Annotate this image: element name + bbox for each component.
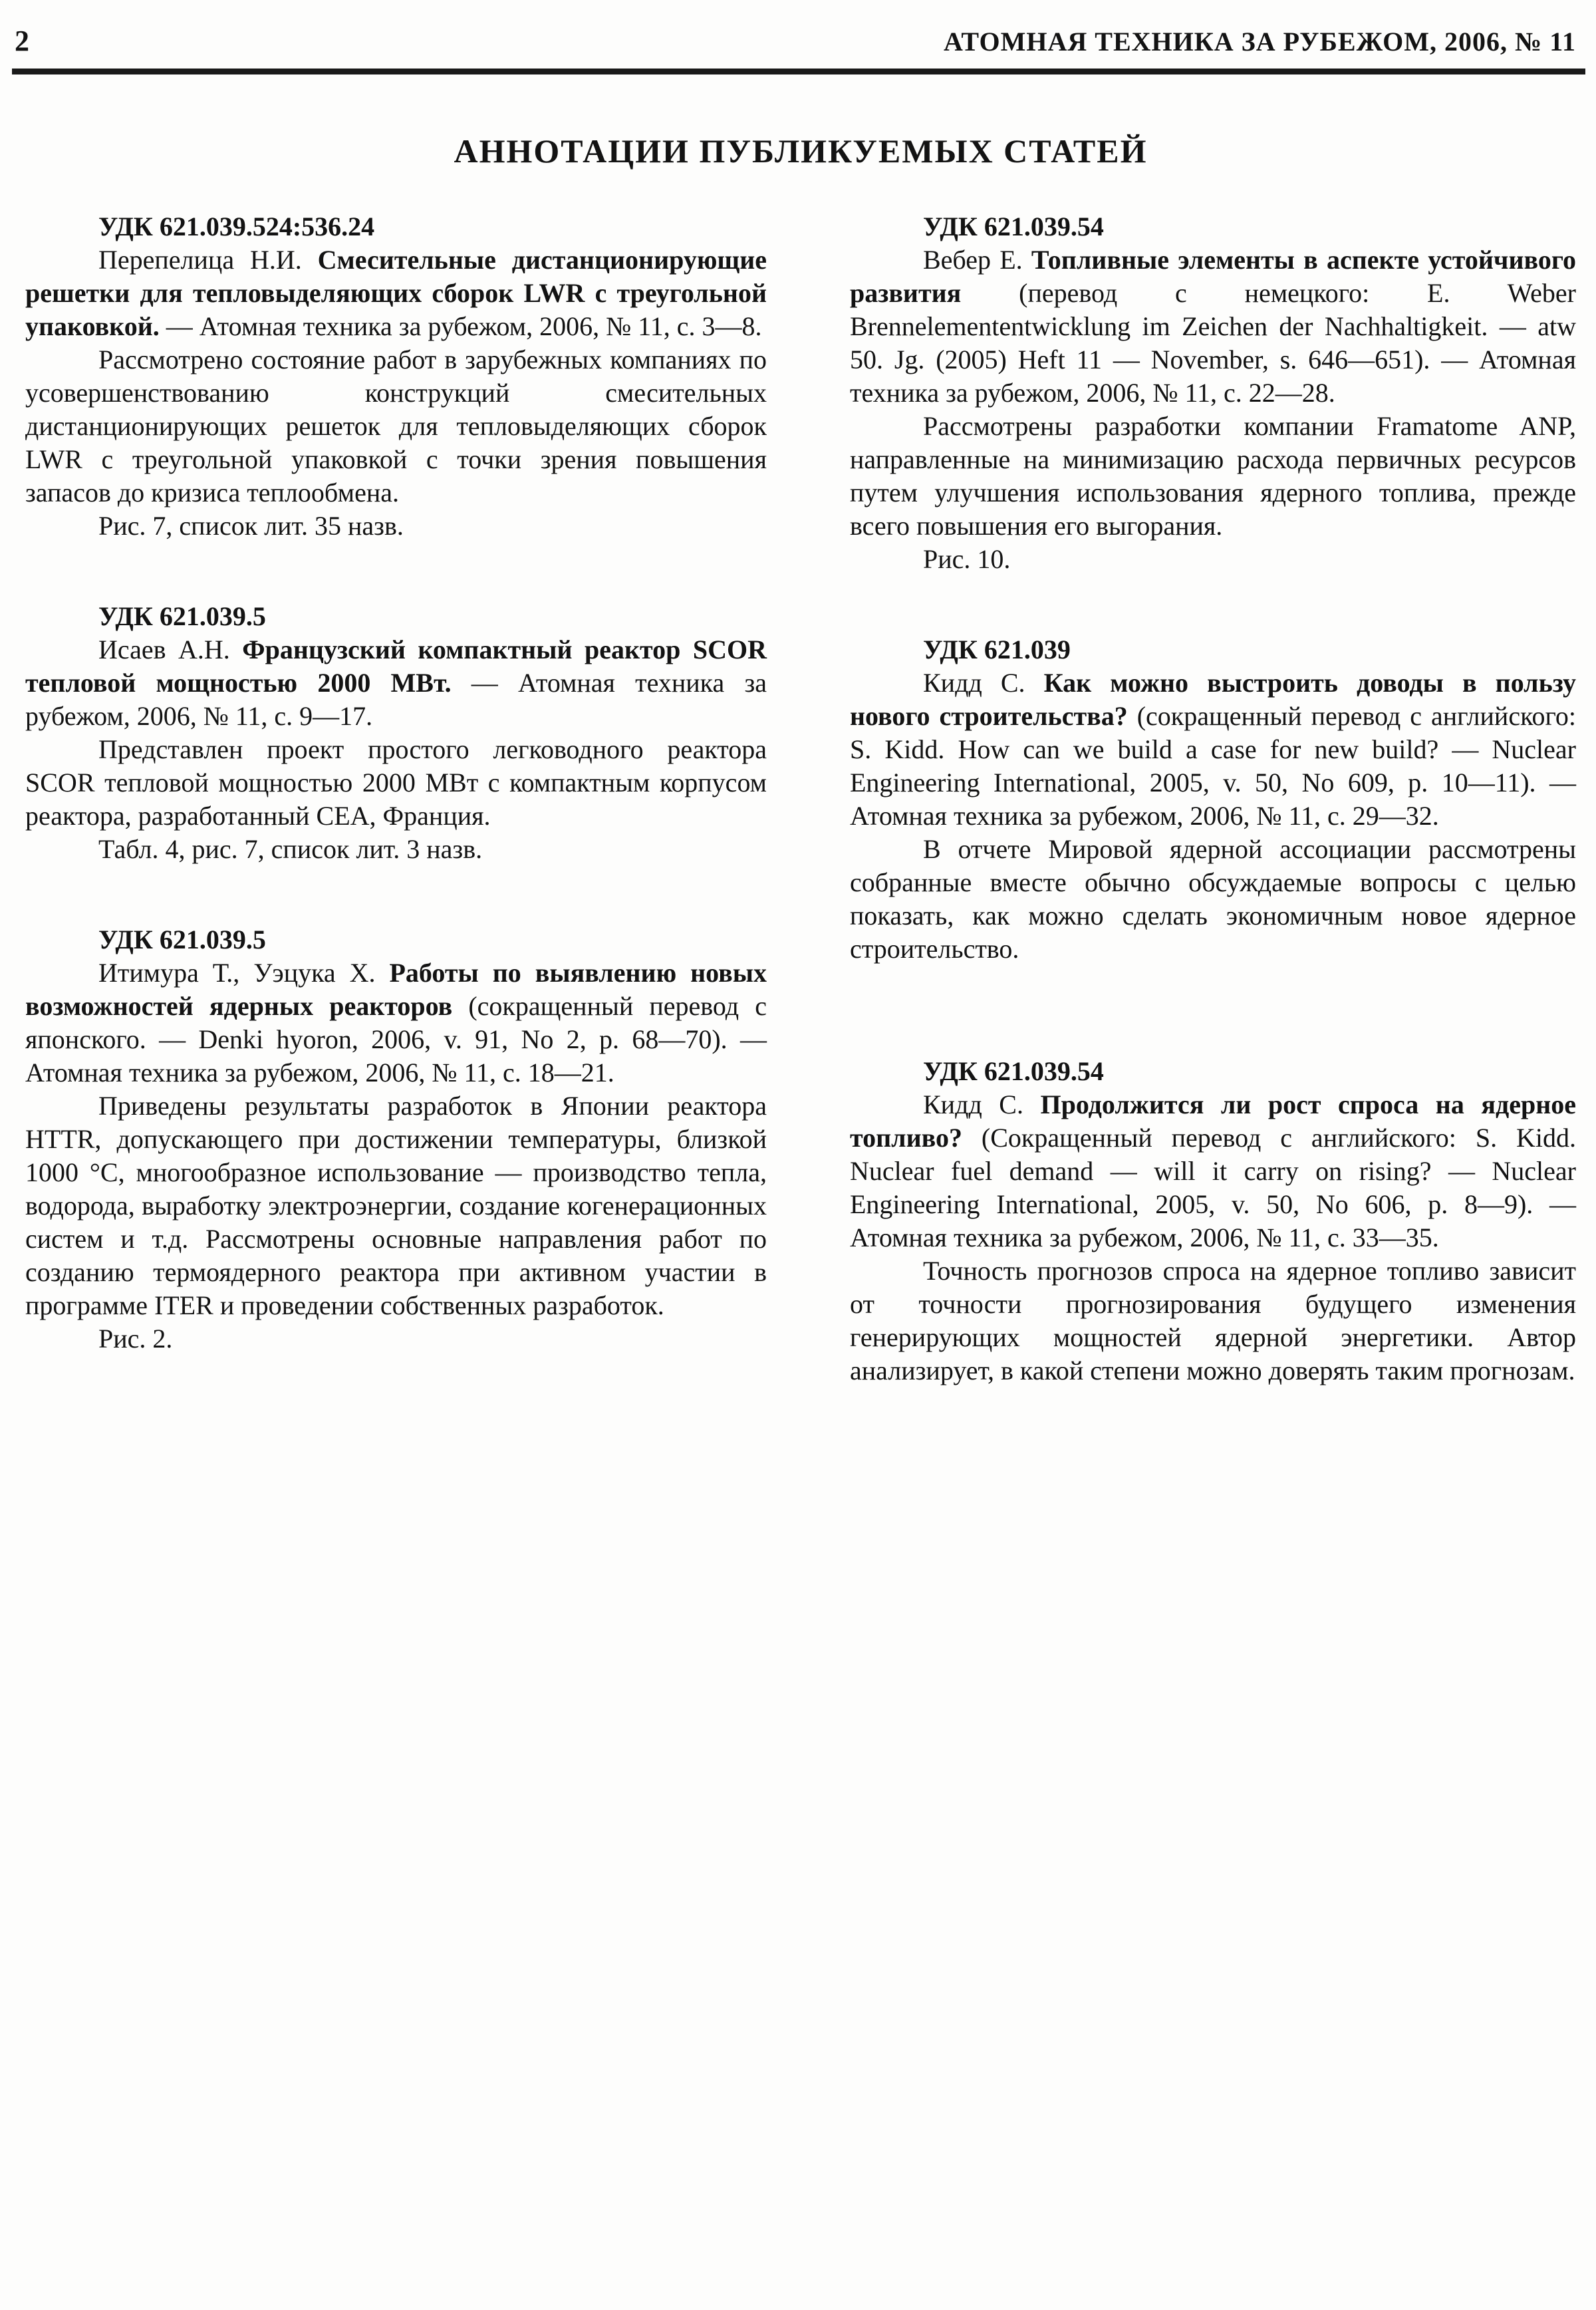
citation-source: (Сокращенный перевод с английского: S. Kidd. Nuclear fuel demand — will it carry on rising? — Nuclear Engineering International, 2005, v. 50, No 606, p. 8—9). — Атомная техника за рубежом, 2006, № 11, с. 33—35. — [850, 1123, 1576, 1252]
citation-source: — Атомная техника за рубежом, 2006, № 11, с. 3—8. — [159, 311, 762, 341]
article-title: Топливные элементы в аспекте устойчивого развития — [850, 245, 1576, 308]
citation — [25, 243, 767, 343]
right-column — [850, 210, 1576, 1387]
udk-heading: УДК 621.039.524:536.24 — [98, 212, 375, 241]
abstract-kidd-fuel-demand — [850, 1055, 1576, 1387]
citation — [850, 1088, 1576, 1254]
citation — [25, 956, 767, 1089]
citation-source: (сокращенный перевод с японского. — Denki hyoron, 2006, v. 91, No 2, p. 68—70). — Атомная техника за рубежом, 2006, № 11, с. 18—21. — [25, 991, 767, 1087]
udk-heading: УДК 621.039.5 — [98, 601, 266, 631]
citation-source: (перевод с немецкого: E. Weber Brennelemententwicklung im Zeichen der Nachhaltigkeit. — atw 50. Jg. (2005) Heft 11 — November, s. 646—651). — Атомная техника за рубежом, 2006, № 11, с. 22—28. — [850, 278, 1576, 408]
udk-heading: УДК 621.039.54 — [923, 1056, 1104, 1086]
figures-note: Рис. 7, список лит. 35 назв. — [98, 511, 404, 541]
abstract-perepelitsa — [25, 210, 767, 543]
page-header — [15, 24, 1576, 59]
citation — [850, 243, 1576, 410]
abstract-kidd-newbuild — [850, 633, 1576, 966]
journal-title: АТОМНАЯ ТЕХНИКА ЗА РУБЕЖОМ, 2006, № 11 — [944, 27, 1576, 57]
figures-note: Рис. 2. — [98, 1324, 173, 1354]
left-column — [25, 210, 767, 1387]
abstract-body: Точность прогнозов спроса на ядерное топливо зависит от точности прогнозирования будущего изменения генерирующих мощностей ядерной энергетики. Автор анализирует, в какой степени можно доверять таким прогнозам. — [850, 1256, 1576, 1385]
abstract-isaev — [25, 600, 767, 866]
article-title: Работы по выявлению новых возможностей ядерных реакторов — [25, 958, 767, 1021]
citation-source: (сокращенный перевод с английского: S. Kidd. How can we build a case for new build? — Nuclear Engineering International, 2005, v. 50, No 609, p. 10—11). — Атомная техника за рубежом, 2006, № 11, с. 29—32. — [850, 701, 1576, 831]
udk-heading: УДК 621.039 — [923, 635, 1071, 664]
citation — [850, 666, 1576, 833]
authors: Перепелица Н.И. — [98, 245, 318, 275]
abstract-body: В отчете Мировой ядерной ассоциации рассмотрены собранные вместе обычно обсуждаемые вопросы с целью показать, как можно сделать экономичным новое ядерное строительство. — [850, 834, 1576, 964]
abstracts-columns — [25, 210, 1576, 1387]
udk-heading: УДК 621.039.5 — [98, 925, 266, 954]
authors: Вебер Е. — [923, 245, 1031, 275]
header-rule — [12, 69, 1585, 74]
abstract-weber — [850, 210, 1576, 576]
authors: Кидд С. — [923, 668, 1044, 698]
figures-note: Табл. 4, рис. 7, список лит. 3 назв. — [98, 834, 483, 864]
abstract-body: Рассмотрены разработки компании Framatome ANP, направленные на минимизацию расхода первичных ресурсов путем улучшения использования ядерного топлива, прежде всего повышения его выгорания. — [850, 411, 1576, 541]
article-title: Продолжится ли рост спроса на ядерное топливо? — [850, 1089, 1576, 1153]
article-title: Французский компактный реактор SCOR тепловой мощностью 2000 МВт. — [25, 635, 767, 698]
udk-heading: УДК 621.039.54 — [923, 212, 1104, 241]
page-number: 2 — [15, 25, 29, 57]
citation-source: — Атомная техника за рубежом, 2006, № 11, с. 9—17. — [25, 668, 767, 731]
article-title: Как можно выстроить доводы в пользу нового строительства? — [850, 668, 1576, 731]
abstract-body: Представлен проект простого легководного реактора SCOR тепловой мощностью 2000 МВт с компактным корпусом реактора, разработанный CEA, Франция. — [25, 734, 767, 831]
citation — [25, 633, 767, 733]
authors: Исаев А.Н. — [98, 635, 243, 664]
section-title: АННОТАЦИИ ПУБЛИКУЕМЫХ СТАТЕЙ — [454, 132, 1148, 170]
abstract-body: Рассмотрено состояние работ в зарубежных компаниях по усовершенствованию конструкций смесительных дистанционирующих решеток для тепловыделяющих сборок LWR с треугольной упаковкой с точки зрения повышения запасов до кризиса теплообмена. — [25, 345, 767, 507]
abstract-body: Приведены результаты разработок в Японии реактора HTTR, допускающего при достижении температуры, близкой 1000 °C, многообразное использование — производство тепла, водорода, выработку электроэнергии, создание когенерационных систем и т.д. Рассмотрены основные направления работ по созданию термоядерного реактора при активном участии в программе ITER и проведении собственных разработок. — [25, 1091, 767, 1320]
abstract-itimura — [25, 923, 767, 1356]
authors: Итимура Т., Уэцука Х. — [98, 958, 390, 988]
article-title: Смесительные дистанционирующие решетки для тепловыделяющих сборок LWR с треугольной упаковкой. — [25, 245, 767, 341]
authors: Кидд С. — [923, 1089, 1041, 1119]
figures-note: Рис. 10. — [923, 544, 1011, 574]
